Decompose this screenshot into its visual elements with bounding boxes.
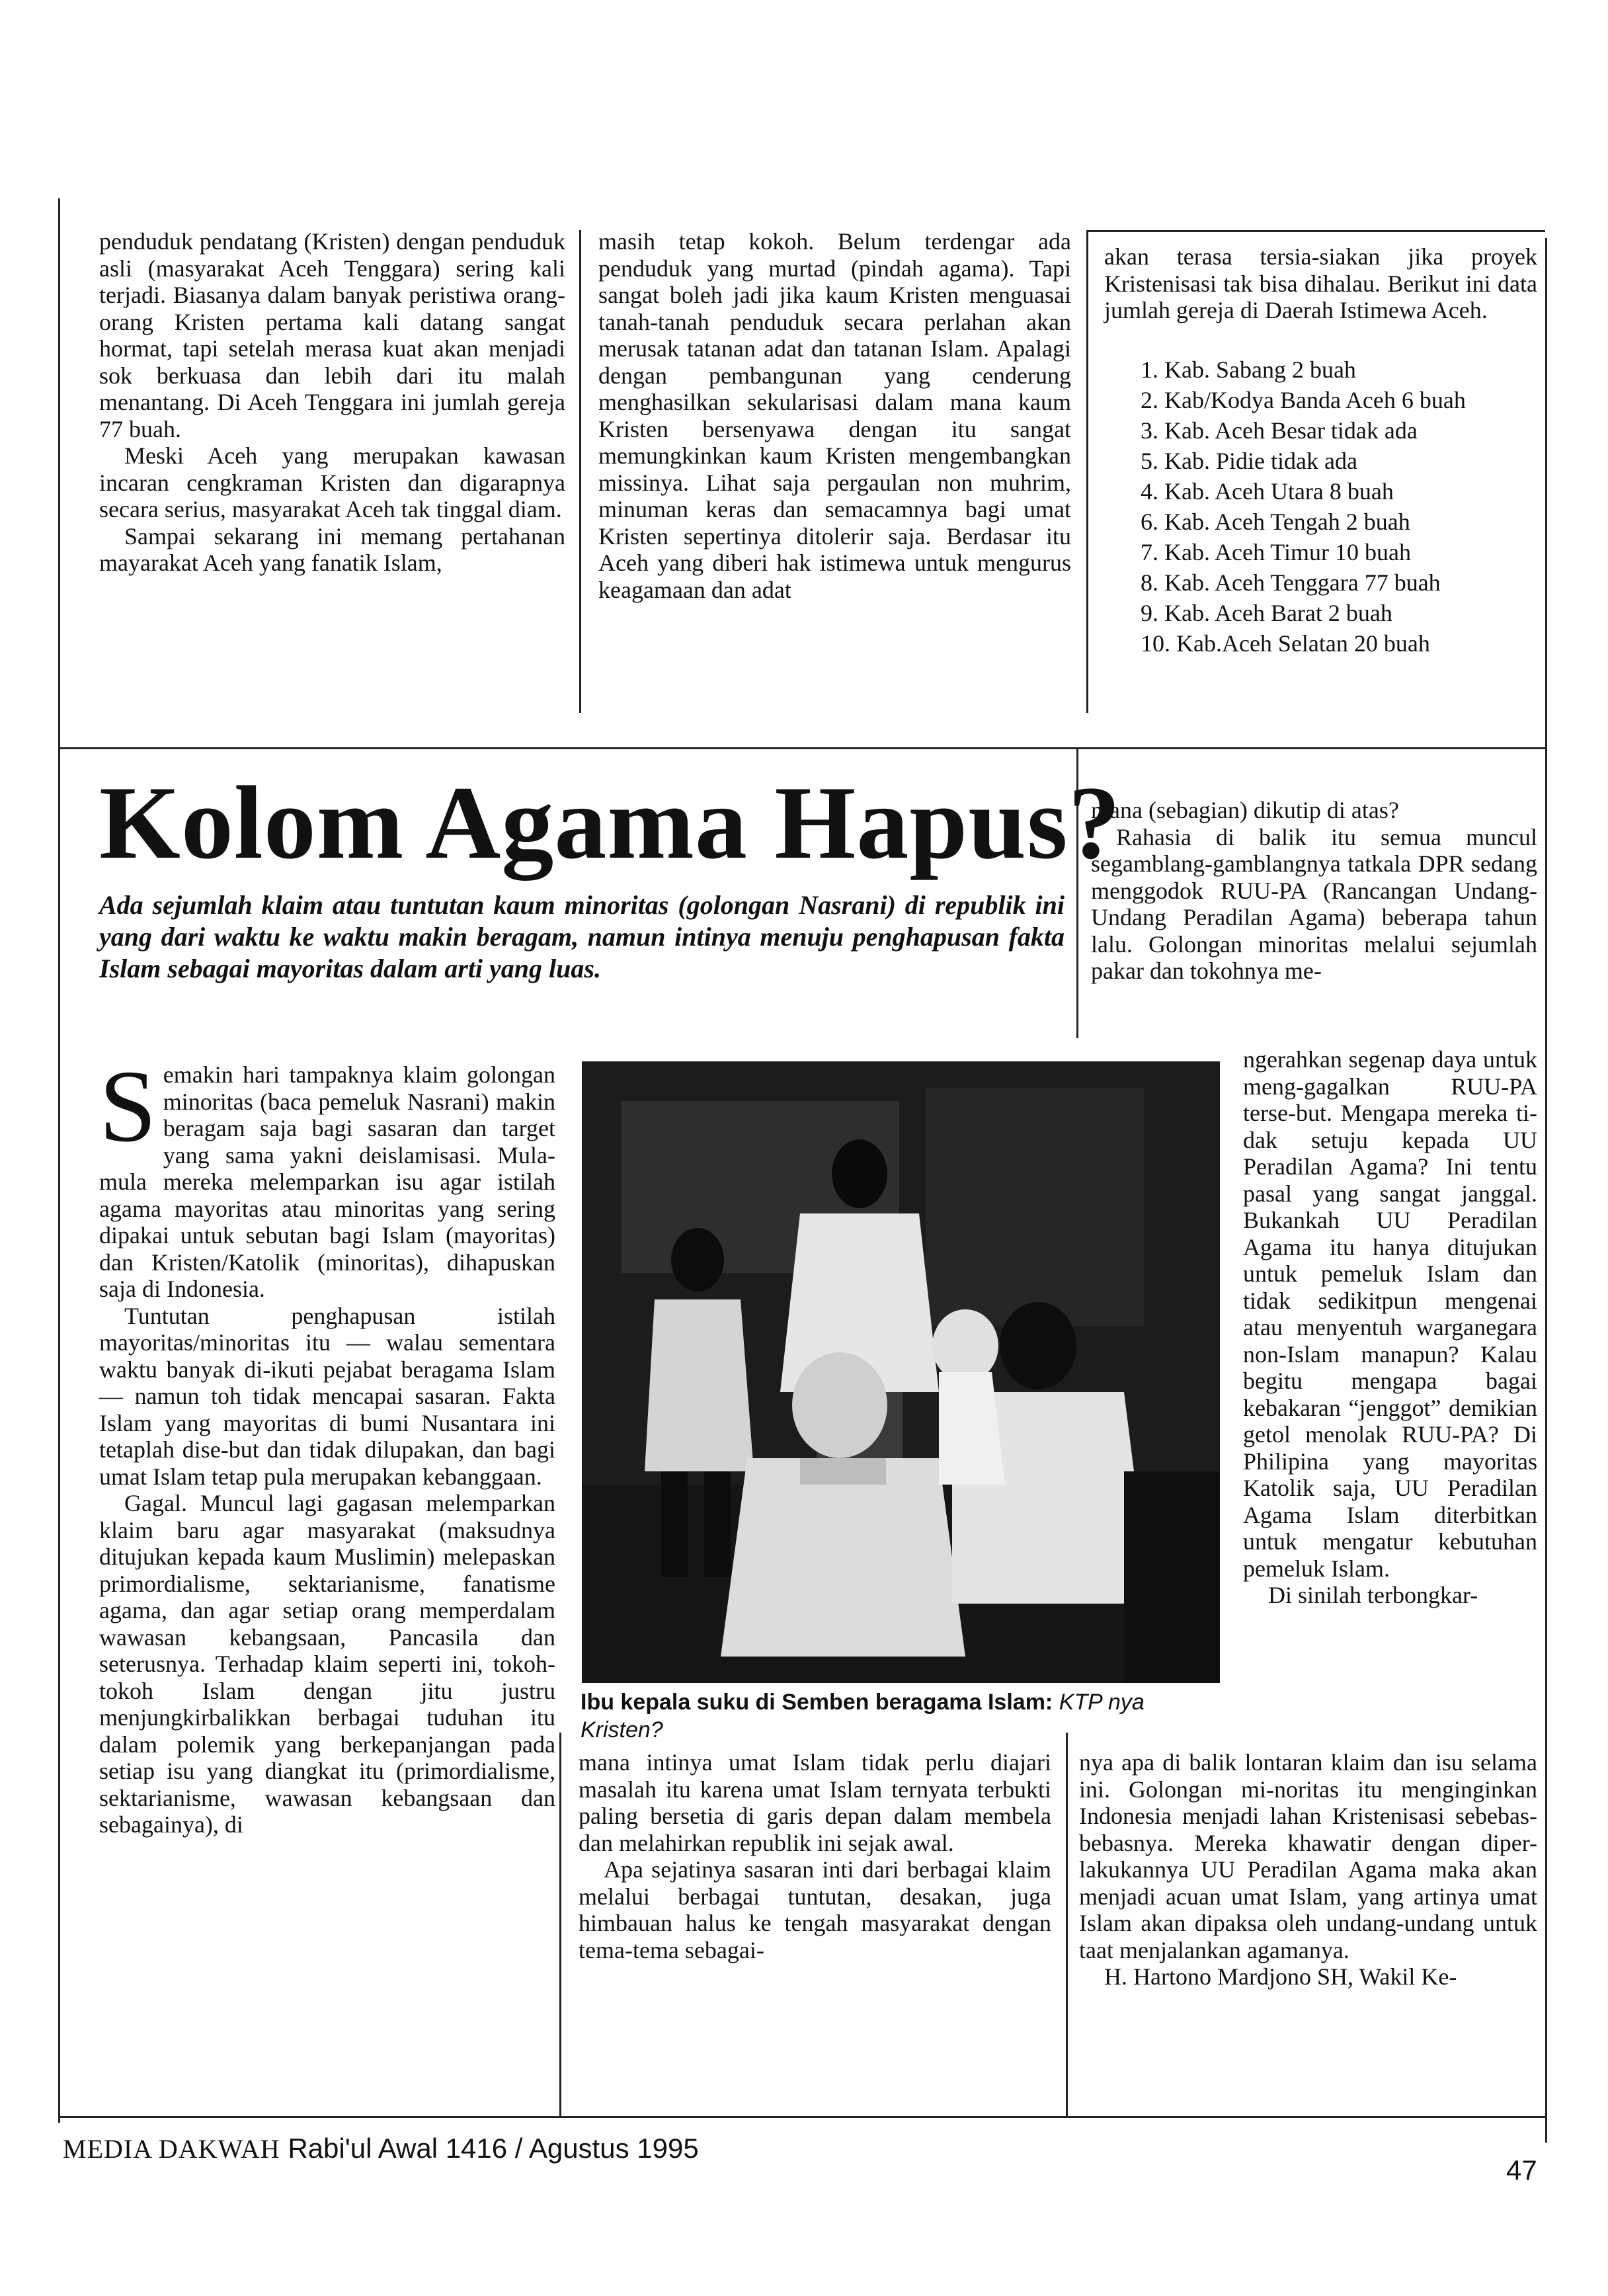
article-col1-para-2: Tuntutan penghapusan istilah mayoritas/minoritas itu — walau sementara waktu banyak di-ikuti pejabat beragama Islam — namun toh tidak mencapai sasaran. Fakta Islam yang mayoritas di bumi Nusantara ini tetaplah dise-but dan tidak dilupakan, dan bagi umat Islam tetap pula merupakan kebanggaan. xyxy=(99,1302,555,1490)
article-column-2 xyxy=(579,1749,1051,1963)
church-list-item: 7. Kab. Aceh Timur 10 buah xyxy=(1141,538,1411,565)
page-left-rule xyxy=(58,198,60,2123)
page-right-rule xyxy=(1545,238,1547,2143)
article-col3-bottom-para-2: H. Hartono Mardjono SH, Wakil Ke- xyxy=(1104,1963,1457,1990)
publication-name: MEDIA DAKWAH xyxy=(63,2134,280,2164)
article-col3-para-2: Rahasia di balik itu semua muncul segamblang-gamblangnya tatkala DPR sedang menggodok RUU-PA (Rancangan Undang-Undang Peradilan Agama) beberapa tahun lalu. Golongan minoritas melalui sejumlah pakar dan tokohnya me- xyxy=(1091,823,1537,984)
article-column-3-bottom xyxy=(1079,1749,1537,1990)
page-number: 47 xyxy=(1506,2154,1537,2186)
article-column-3-top xyxy=(1091,797,1537,985)
article-col3-narrow-para-2: Di sinilah terbongkar- xyxy=(1268,1582,1478,1608)
article-col3-bottom-para-1: nya apa di balik lontaran klaim dan isu selama ini. Golongan mi-noritas itu menginginkan Indonesia menjadi lahan Kristenisasi sebebas-bebasnya. Mereka khawatir dengan diper-lakukannya UU Peradilan Agama maka akan menjadi acuan umat Islam, yang artinya umat Islam akan dipaksa oleh undang-undang untuk taat menjalankan agamanya. xyxy=(1079,1749,1537,1963)
article-col3-para-1: mana (sebagian) dikutip di atas? xyxy=(1091,797,1399,823)
top-column-rule-2-cap xyxy=(1086,230,1545,232)
page-bottom-rule xyxy=(58,2116,1547,2118)
footer-publication xyxy=(63,2133,699,2164)
top-col2-para-1: masih tetap kokoh. Belum terdengar ada penduduk yang murtad (pindah agama). Tapi sangat boleh jadi jika kaum Kristen menguasai tanah-tanah penduduk secara perlahan akan merusak tatanan adat dan tatanan Islam. Apalagi dengan pembangunan yang cenderung menghasilkan sekularisasi dalam mana kaum Kristen bersenyawa dengan itu sangat memungkinkan kaum Kristen mengembangkan missinya. Lihat saja pergaulan non muhrim, minuman keras dan semacamnya bagi umat Kristen sepertinya ditolerir saja. Berdasar itu Aceh yang diberi hak istimewa untuk mengurus keagamaan dan adat xyxy=(598,228,1071,603)
article-lead: Ada sejumlah klaim atau tuntutan kaum minoritas (golongan Nasrani) di republik ini yang dari waktu ke waktu makin beragam, namun intinya menuju penghapusan fakta Islam sebagai mayoritas dalam arti yang luas. xyxy=(99,890,1065,983)
top-column-2 xyxy=(598,228,1071,603)
article-col2-para-1: mana intinya umat Islam tidak perlu diajari masalah itu karena umat Islam ternyata terbukti paling bersetia di garis depan dalam membela dan melahirkan republik ini sejak awal. xyxy=(579,1749,1051,1856)
church-list-item: 3. Kab. Aceh Besar tidak ada xyxy=(1141,417,1418,444)
dropcap: S xyxy=(99,1049,157,1163)
top-column-3 xyxy=(1104,243,1537,659)
article-column-1 xyxy=(99,1049,555,1838)
article-headline: Kolom Agama Hapus? xyxy=(99,765,1121,881)
publication-issue: Rabi'ul Awal 1416 / Agustus 1995 xyxy=(288,2133,699,2164)
church-list-item: 6. Kab. Aceh Tengah 2 buah xyxy=(1141,508,1410,535)
article-photo xyxy=(582,1061,1220,1683)
top-column-rule-2 xyxy=(1086,230,1088,713)
photo-illustration xyxy=(582,1061,1220,1683)
top-column-rule-1 xyxy=(579,230,581,713)
church-list-item: 10. Kab.Aceh Selatan 20 buah xyxy=(1141,630,1430,657)
photo-caption-bold: Ibu kepala suku di Semben beragama Islam: xyxy=(581,1690,1059,1715)
church-list-intro: akan terasa tersia-siakan jika proyek Kristenisasi tak bisa dihalau. Berikut ini data jumlah gereja di Daerah Istimewa Aceh. xyxy=(1104,243,1537,323)
article-column-rule-1 xyxy=(559,1733,561,2116)
church-list-item: 1. Kab. Sabang 2 buah xyxy=(1141,356,1356,383)
church-list-item: 9. Kab. Aceh Barat 2 buah xyxy=(1141,599,1392,626)
church-list-item: 5. Kab. Pidie tidak ada xyxy=(1141,447,1357,474)
article-col1-para-3: Gagal. Muncul lagi gagasan melemparkan klaim baru agar masyarakat (maksudnya ditujukan kepada kaum Muslimin) melepaskan primordialisme, sektarianisme, fanatisme agama, dan agar setiap orang memperdalam wawasan kebangsaan, Pancasila dan seterusnya. Terhadap klaim seperti ini, tokoh-tokoh Islam dengan jitu justru menjungkirbalikkan berbagai tuduhan itu dalam polemik yang berkepanjangan pada setiap isu yang diangkat itu (primordialisme, sektarianisme, wawasan kebangsaan dan sebagainya), di xyxy=(99,1490,555,1838)
church-list-item: 2. Kab/Kodya Banda Aceh 6 buah xyxy=(1141,386,1466,413)
top-col1-para-1: penduduk pendatang (Kristen) dengan penduduk asli (masyarakat Aceh Tenggara) sering kali terjadi. Biasanya dalam banyak peristiwa orang-orang Kristen pertama kali datang sangat hormat, tapi setelah merasa kuat akan menjadi sok berkuasa dan lebih dari itu malah menantang. Di Aceh Tenggara ini jumlah gereja 77 buah. xyxy=(99,228,565,442)
church-list-item: 8. Kab. Aceh Tenggara 77 buah xyxy=(1141,569,1441,596)
top-col1-para-3: Sampai sekarang ini memang pertahanan mayarakat Aceh yang fanatik Islam, xyxy=(99,522,565,576)
top-col1-para-2: Meski Aceh yang merupakan kawasan incaran cengkraman Kristen dan digarapnya secara serius, masyarakat Aceh tak tinggal diam. xyxy=(99,442,565,522)
top-column-1 xyxy=(99,228,565,577)
article-col3-narrow-para-1: ngerahkan segenap daya untuk meng-gagalkan RUU-PA terse-but. Mengapa mereka ti-dak setuju kepada UU Peradilan Agama? Ini tentu pasal yang sangat janggal. Bukankah UU Peradilan Agama itu hanya ditujukan untuk pemeluk Islam dan tidak sedikitpun mengenai atau menyentuh warganegara non-Islam manapun? Kalau begitu mengapa bagai kebakaran “jenggot” demikian getol menolak RUU-PA? Di Philipina yang mayoritas Katolik saja, UU Peradilan Agama Islam diterbitkan untuk mengatur kebutuhan pemeluk Islam. xyxy=(1243,1046,1537,1582)
article-col1-para-1 xyxy=(99,1049,555,1303)
top-section-bottom-rule xyxy=(58,747,1547,749)
church-list xyxy=(1104,354,1537,659)
photo-caption-italic: KTP nya Kristen? xyxy=(581,1690,1145,1742)
church-list-item: 4. Kab. Aceh Utara 8 buah xyxy=(1141,477,1394,505)
article-column-rule-2 xyxy=(1066,1733,1068,2116)
article-column-3-narrow xyxy=(1243,1046,1537,1609)
article-col1-para-1-text: emakin hari tampaknya klaim golongan minoritas (baca pemeluk Nasrani) makin beragam saja bagi sasaran dan target yang sama yakni deislamisasi. Mula-mula mereka melemparkan isu agar istilah agama mayoritas atau minoritas yang sering dipakai untuk sebutan bagi Islam (mayoritas) dan Kristen/Katolik (minoritas), dihapuskan saja di Indonesia. xyxy=(99,1061,555,1302)
article-col2-para-2: Apa sejatinya sasaran inti dari berbagai klaim melalui berbagai tuntutan, desakan, juga himbauan halus ke tengah masyarakat dengan tema-tema sebagai- xyxy=(579,1856,1051,1963)
photo-caption xyxy=(581,1688,1215,1744)
